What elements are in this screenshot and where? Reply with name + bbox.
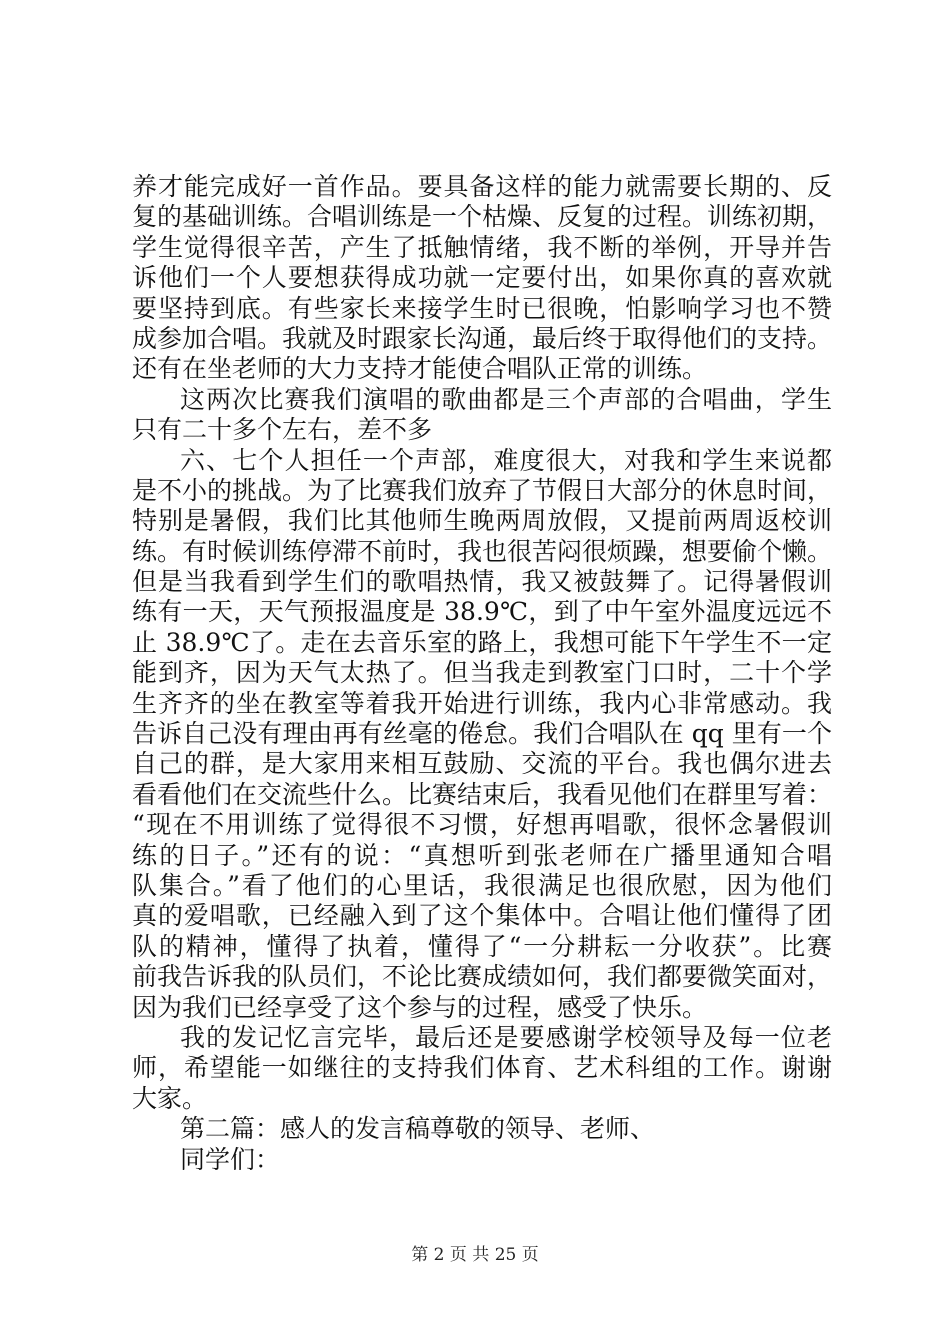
text-line: 练有一天，天气预报温度是 38.9℃，到了中午室外温度远远不 — [132, 597, 832, 627]
text-line: 练的日子。”还有的说：“真想听到张老师在广播里通知合唱 — [132, 840, 832, 870]
text-line: 真的爱唱歌，已经融入到了这个集体中。合唱让他们懂得了团 — [132, 901, 832, 931]
text-line: 能到齐，因为天气太热了。但当我走到教室门口时，二十个学 — [132, 658, 832, 688]
text-line: 止 38.9℃了。走在去音乐室的路上，我想可能下午学生不一定 — [132, 627, 832, 657]
text-line: 自己的群，是大家用来相互鼓励、交流的平台。我也偶尔进去 — [132, 749, 832, 779]
text-line: “现在不用训练了觉得很不习惯，好想再唱歌，很怀念暑假训 — [132, 810, 832, 840]
text-line: 只有二十多个左右，差不多 — [132, 415, 433, 445]
document-body — [132, 172, 832, 1175]
text-line: 生齐齐的坐在教室等着我开始进行训练，我内心非常感动。我 — [132, 688, 832, 718]
text-line: 看看他们在交流些什么。比赛结束后，我看见他们在群里写着： — [132, 779, 832, 809]
text-line: 要坚持到底。有些家长来接学生时已很晚，怕影响学习也不赞 — [132, 293, 832, 323]
page-number-footer: 第 2 页 共 25 页 — [411, 1245, 539, 1265]
text-line: 队的精神，懂得了执着，懂得了“一分耕耘一分收获”。比赛 — [132, 931, 832, 961]
text-line: 练。有时候训练停滞不前时，我也很苦闷很烦躁，想要偷个懒。 — [132, 536, 832, 566]
text-line: 第二篇：感人的发言稿尊敬的领导、老师、 — [180, 1114, 656, 1144]
text-line: 六、七个人担任一个声部，难度很大，对我和学生来说都 — [180, 445, 832, 475]
text-line: 前我告诉我的队员们，不论比赛成绩如何，我们都要微笑面对， — [132, 962, 832, 992]
text-line: 师，希望能一如继往的支持我们体育、艺术科组的工作。谢谢 — [132, 1053, 832, 1083]
text-line: 队集合。”看了他们的心里话，我很满足也很欣慰，因为他们 — [132, 870, 832, 900]
text-line: 成参加合唱。我就及时跟家长沟通，最后终于取得他们的支持。 — [132, 323, 832, 353]
text-line: 同学们： — [180, 1144, 281, 1174]
text-line: 是不小的挑战。为了比赛我们放弃了节假日大部分的休息时间， — [132, 475, 832, 505]
text-line: 告诉自己没有理由再有丝毫的倦怠。我们合唱队在 qq 里有一个 — [132, 719, 832, 749]
text-line: 大家。 — [132, 1083, 208, 1113]
text-line: 学生觉得很辛苦，产生了抵触情绪，我不断的举例，开导并告 — [132, 232, 832, 262]
text-line: 复的基础训练。合唱训练是一个枯燥、反复的过程。训练初期， — [132, 202, 832, 232]
text-line: 养才能完成好一首作品。要具备这样的能力就需要长期的、反 — [132, 172, 832, 201]
text-line: 这两次比赛我们演唱的歌曲都是三个声部的合唱曲，学生 — [180, 384, 832, 414]
text-line: 我的发记忆言完毕，最后还是要感谢学校领导及每一位老 — [180, 1022, 832, 1052]
text-line: 还有在坐老师的大力支持才能使合唱队正常的训练。 — [132, 354, 708, 384]
text-line: 诉他们一个人要想获得成功就一定要付出，如果你真的喜欢就 — [132, 263, 832, 293]
text-line: 但是当我看到学生们的歌唱热情，我又被鼓舞了。记得暑假训 — [132, 567, 832, 597]
text-line: 特别是暑假，我们比其他师生晚两周放假，又提前两周返校训 — [132, 506, 832, 536]
text-line: 因为我们已经享受了这个参与的过程，感受了快乐。 — [132, 992, 708, 1022]
